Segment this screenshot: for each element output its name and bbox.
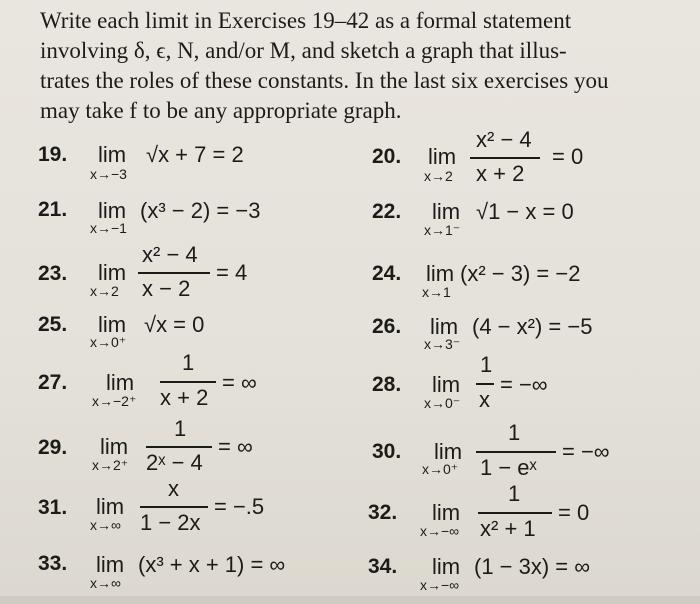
fraction-denominator: 1 − 2x: [140, 510, 201, 535]
limit-subscript: x→−2⁺: [92, 393, 137, 409]
fraction-bar: [160, 381, 216, 383]
exercise-number: 31.: [38, 496, 68, 519]
limit-subscript: x→−3: [90, 166, 127, 182]
exercise-number: 24.: [372, 262, 402, 285]
limit-result: = ∞: [218, 434, 253, 459]
fraction-numerator: 1: [508, 481, 521, 506]
limit-operator: lim: [432, 372, 461, 397]
fraction-numerator: 1: [174, 416, 187, 441]
exercise-number: 26.: [372, 315, 402, 338]
fraction-numerator: 1: [182, 350, 195, 375]
limit-subscript: x→0⁺: [90, 334, 127, 350]
limit-subscript: x→2: [424, 168, 453, 184]
limit-result: = 0: [558, 500, 590, 525]
exercise-number: 27.: [38, 371, 68, 394]
fraction-bar: [138, 272, 210, 274]
limit-operator: lim: [432, 554, 461, 579]
limit-subscript: x→1: [422, 284, 451, 300]
limit-expression: (x³ − 2) = −3: [140, 198, 261, 223]
exercise-number: 21.: [38, 198, 68, 221]
exercise-number: 28.: [372, 373, 402, 396]
exercise-number: 20.: [372, 145, 402, 168]
limit-expression: (1 − 3x) = ∞: [474, 554, 590, 579]
limit-subscript: x→1⁻: [424, 222, 461, 238]
fraction-bar: [476, 451, 556, 453]
limit-subscript: x→2⁺: [92, 457, 129, 473]
limit-operator: lim: [434, 439, 463, 464]
limit-result: = 4: [216, 260, 248, 285]
limit-operator: lim: [98, 312, 127, 337]
fraction-numerator: 1: [480, 352, 493, 377]
fraction-denominator: x + 2: [160, 385, 209, 410]
fraction-denominator: x − 2: [142, 276, 191, 301]
fraction-bar: [476, 383, 494, 385]
limit-subscript: x→−∞: [420, 523, 460, 539]
fraction-numerator: x² − 4: [476, 127, 532, 152]
limit-operator: lim: [98, 142, 127, 167]
fraction-denominator: 1 − eˣ: [480, 455, 537, 480]
limit-subscript: x→∞: [90, 517, 121, 533]
fraction-denominator: 2ˣ − 4: [146, 450, 203, 475]
fraction-denominator: x + 2: [476, 161, 525, 186]
limit-subscript: x→0⁺: [422, 461, 459, 477]
limit-subscript: x→3⁻: [424, 336, 461, 352]
limit-subscript: x→∞: [90, 575, 121, 591]
limit-result: = ∞: [222, 370, 257, 395]
limit-operator: lim: [98, 198, 127, 223]
instructions-line-4: may take f to be any appropriate graph.: [40, 98, 402, 123]
instructions-paragraph: [40, 6, 680, 126]
limit-result: = −∞: [562, 439, 610, 464]
limit-operator: lim: [100, 434, 129, 459]
limit-subscript: x→−∞: [420, 577, 460, 593]
fraction-denominator: x: [479, 387, 490, 412]
limit-operator: lim: [98, 260, 127, 285]
limit-expression: √x + 7 = 2: [146, 142, 244, 167]
limit-result: = −∞: [500, 372, 548, 397]
exercise-number: 30.: [372, 440, 402, 463]
limit-subscript: x→−1: [90, 220, 127, 236]
exercise-number: 22.: [372, 200, 402, 223]
fraction-bar: [470, 157, 540, 159]
limit-result: = −.5: [214, 494, 265, 519]
limit-operator: lim: [432, 199, 461, 224]
limit-subscript: x→2: [90, 283, 119, 299]
exercise-number: 34.: [368, 555, 398, 578]
fraction-bar: [146, 446, 212, 448]
instructions-line-1: Write each limit in Exercises 19–42 as a formal statement: [40, 8, 572, 33]
limit-operator: lim: [96, 494, 125, 519]
instructions-line-2: involving δ, ϵ, N, and/or M, and sketch a graph that illus-: [40, 38, 567, 63]
exercise-number: 29.: [38, 436, 68, 459]
fraction-bar: [140, 506, 208, 508]
fraction-denominator: x² + 1: [480, 516, 536, 541]
exercise-number: 33.: [38, 552, 68, 575]
limit-operator: lim: [432, 500, 461, 525]
fraction-numerator: x: [168, 476, 179, 501]
page-edge-shadow: [0, 596, 700, 604]
exercise-number: 25.: [38, 313, 68, 336]
limit-operator: lim: [426, 261, 455, 286]
limit-result: = 0: [552, 144, 584, 169]
instructions-line-3: trates the roles of these constants. In the last six exercises you: [40, 68, 609, 93]
limit-operator: lim: [430, 314, 459, 339]
exercise-number: 23.: [38, 262, 68, 285]
fraction-numerator: x² − 4: [142, 242, 198, 267]
limit-expression: √x = 0: [144, 312, 205, 337]
limit-expression: (x³ + x + 1) = ∞: [138, 552, 286, 577]
exercise-number: 19.: [38, 143, 68, 166]
limit-operator: lim: [106, 370, 135, 395]
limit-expression: √1 − x = 0: [476, 199, 574, 224]
limit-operator: lim: [96, 552, 125, 577]
limit-expression: (x² − 3) = −2: [460, 261, 581, 286]
fraction-numerator: 1: [508, 420, 521, 445]
exercise-number: 32.: [368, 501, 398, 524]
limit-expression: (4 − x²) = −5: [472, 314, 593, 339]
limit-operator: lim: [428, 144, 457, 169]
limit-subscript: x→0⁻: [424, 395, 461, 411]
fraction-bar: [478, 512, 552, 514]
